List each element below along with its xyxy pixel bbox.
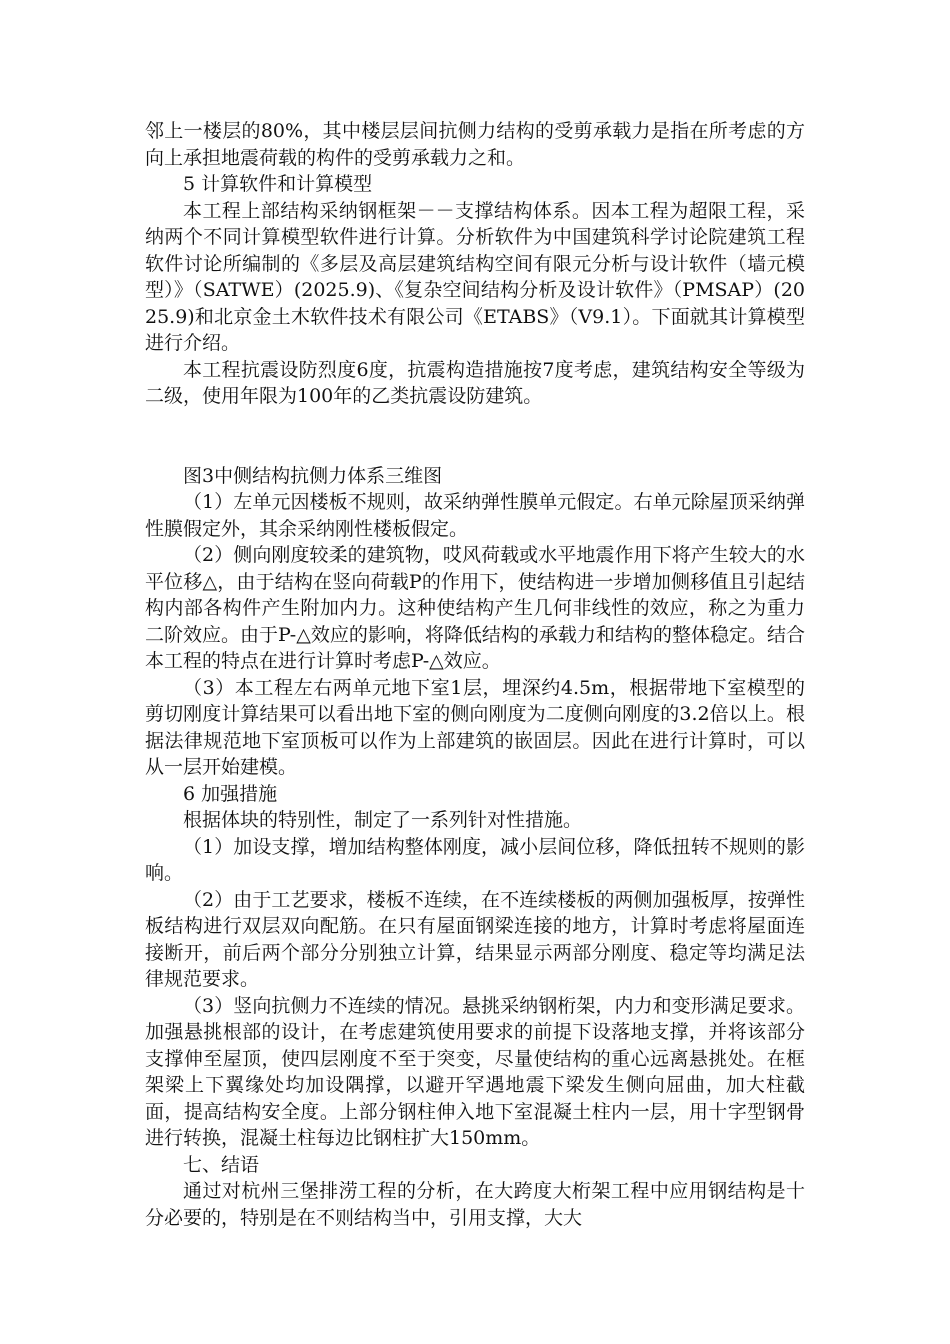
paragraph-measures-intro: 根据体块的特别性，制定了一系列针对性措施。 — [183, 809, 583, 831]
paragraph-structure-system: 本工程上部结构采纳钢框架－－支撑结构体系。因本工程为超限工程，采纳两个不同计算模型软件进行计算。分析软件为中国建筑科学讨论院建筑工程软件讨论所编制的《多层及高层建筑结构空间有限元分析与设计软件（墙元模型）》（SATWE）(2025.9)、《复杂空间结构分析及设计软件》（PMSAP）(2025.9)和北京金土木软件技术有限公司《ETABS》（V9.1）。下面就其计算模型进行介绍。 — [145, 199, 805, 354]
paragraph-storey-shear: 邻上一楼层的80%，其中楼层层间抗侧力结构的受剪承载力是指在所考虑的方向上承担地震荷载的构件的受剪承载力之和。 — [145, 120, 805, 169]
paragraph-item-1-floor-slab: （1）左单元因楼板不规则，故采纳弹性膜单元假定。右单元除屋顶采纳弹性膜假定外，其余采纳刚性楼板假定。 — [145, 491, 805, 540]
heading-conclusion: 七、结语 — [183, 1153, 260, 1176]
heading-strengthening: 6 加强措施 — [183, 782, 278, 805]
paragraph-conclusion: 通过对杭州三堡排涝工程的分析，在大跨度大桁架工程中应用钢结构是十分必要的，特别是在不则结构当中，引用支撑，大大 — [145, 1180, 805, 1229]
figure-placeholder — [145, 410, 805, 463]
paragraph-item-3-basement: （3）本工程左右两单元地下室1层，埋深约4.5m，根据带地下室模型的剪切刚度计算结果可以看出地下室的侧向刚度为二度侧向刚度的3.2倍以上。根据法律规范地下室顶板可以作为上部建筑的嵌固层。因此在进行计算时，可以从一层开始建模。 — [145, 676, 805, 778]
heading-software-model: 5 计算软件和计算模型 — [183, 173, 373, 195]
paragraph-measure-2-slab: （2）由于工艺要求，楼板不连续，在不连续楼板的两侧加强板厚，按弹性板结构进行双层双向配筋。在只有屋面钢梁连接的地方，计算时考虑将屋面连接断开，前后两个部分分别独立计算，结果显示两部分刚度、稳定等均满足法律规范要求。 — [145, 888, 805, 990]
paragraph-measure-1-bracing: （1）加设支撑，增加结构整体刚度，减小层间位移，降低扭转不规则的影响。 — [145, 835, 805, 884]
paragraph-measure-3-cantilever: （3）竖向抗侧力不连续的情况。悬挑采纳钢桁架，内力和变形满足要求。加强悬挑根部的设计，在考虑建筑使用要求的前提下设落地支撑，并将该部分支撑伸至屋顶，使四层刚度不至于突变，尽量使结构的重心远离悬挑处。在框架梁上下翼缘处均加设隅撑，以避开罕遇地震下梁发生侧向屈曲，加大柱截面，提高结构安全度。上部分钢柱伸入地下室混凝土柱内一层，用十字型钢骨进行转换，混凝土柱每边比钢柱扩大150mm。 — [145, 994, 805, 1149]
paragraph-item-2-p-delta: （2）侧向刚度较柔的建筑物，哎风荷载或水平地震作用下将产生较大的水平位移△，由于结构在竖向荷载P的作用下，使结构进一步增加侧移值且引起结构内部各构件产生附加内力。这种使结构产生几何非线性的效应，称之为重力二阶效应。由于P-△效应的影响，将降低结构的承载力和结构的整体稳定。结合本工程的特点在进行计算时考虑P-△效应。 — [145, 544, 805, 672]
figure-caption: 图3中侧结构抗侧力体系三维图 — [183, 464, 443, 487]
paragraph-seismic-intensity: 本工程抗震设防烈度6度，抗震构造措施按7度考虑，建筑结构安全等级为二级，使用年限为100年的乙类抗震设防建筑。 — [145, 358, 805, 407]
document-body — [145, 118, 805, 1231]
